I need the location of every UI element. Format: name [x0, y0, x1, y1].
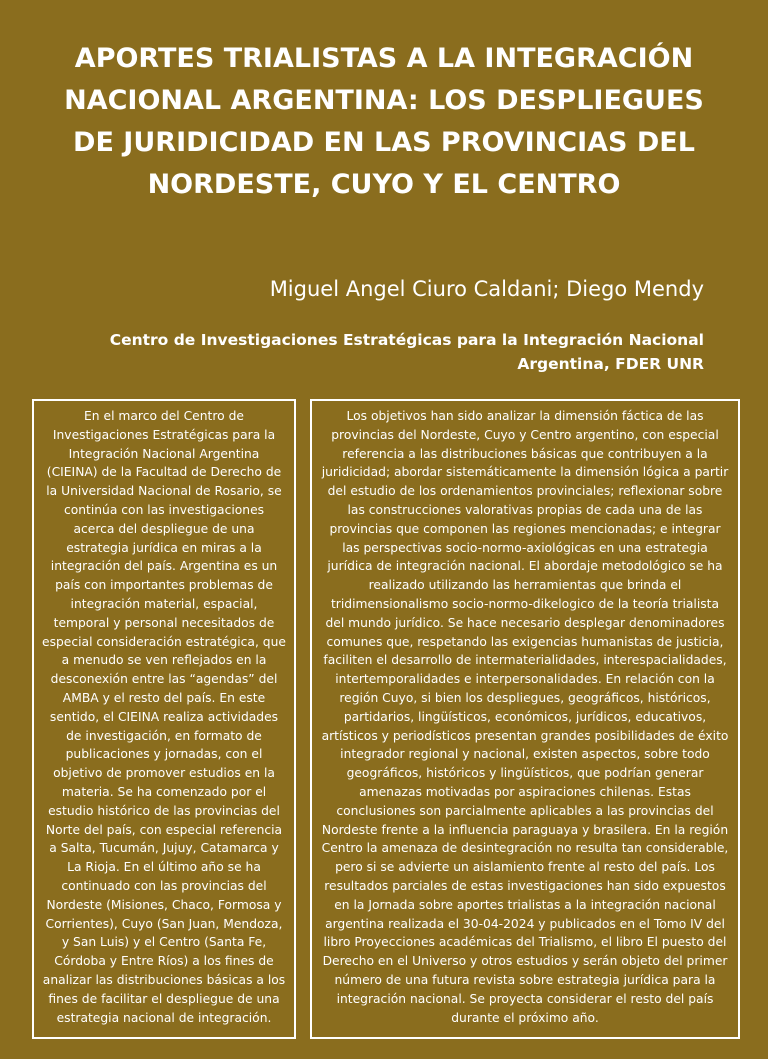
institution: Centro de Investigaciones Estratégicas para la Integración Nacional Argentina, FDER UNR	[109, 331, 704, 373]
intro-text: En el marco del Centro de Investigaciones Estratégicas para la Integración Nacional Argentina (CIEINA) de la Facultad de Derecho de la Universidad Nacional de Rosario, se continúa con las investigaciones acerca del despliegue de una estrategia jurídica en miras a la integración del país. Argentina es un país con importantes problemas de integración material, espacial, temporal y personal necesitados de especial consideración estratégica, que a menudo se ven reflejados en la desconexión entre las “agendas” del AMBA y el resto del país. En este sentido, el CIEINA realiza actividades de investigación, en formato de publicaciones y jornadas, con el objetivo de promover estudios en la materia. Se ha comenzado por el estudio histórico de las provincias del Norte del país, con especial referencia a Salta, Tucumán, Jujuy, Catamarca y La Rioja. En el último año se ha continuado con las provincias del Nordeste (Misiones, Chaco, Formosa y Corrientes), Cuyo (San Juan, Mendoza, y San Luis) y el Centro (Santa Fe, Córdoba y Entre Ríos) a los fines de analizar las distribuciones básicas a los fines de facilitar el despliegue de una estrategia nacional de integración.	[42, 409, 286, 1025]
authors: Miguel Angel Ciuro Caldani; Diego Mendy	[269, 277, 704, 301]
page-title: APORTES TRIALISTAS A LA INTEGRACIÓN NACIONAL ARGENTINA: LOS DESPLIEGUES DE JURIDICIDAD EN LAS PROVINCIAS DEL NORDESTE, CUYO Y EL CENTRO	[64, 43, 704, 200]
objectives-text: Los objetivos han sido analizar la dimensión fáctica de las provincias del Nordeste, Cuyo y Centro argentino, con especial referencia a las distribuciones básicas que contribuyen a la juridicidad; abordar sistemáticamente la dimensión lógica a partir del estudio de los ordenamientos provinciales; reflexionar sobre las construcciones valorativas propias de cada una de las provincias que componen las regiones mencionadas; e integrar las perspectivas socio-normo-axiológicas en una estrategia jurídica de integración nacional. El abordaje metodológico se ha realizado utilizando las herramientas que brinda el tridimensionalismo socio-normo-dikelogico de la teoría trialista del mundo jurídico. Se hace necesario desplegar denominadores comunes que, respetando las exigencias humanistas de justicia, faciliten el desarrollo de intermaterialidades, interespacialidades, intertemporalidades e interpersonalidades. En relación con la región Cuyo, si bien los despliegues, geográficos, históricos, partidarios, lingüísticos, económicos, jurídicos, educativos, artísticos y periodísticos presentan grandes posibilidades de éxito integrador regional y nacional, existen aspectos, sobre todo geográficos, históricos y lingüísticos, que podrían generar amenazas motivadas por aspiraciones chilenas. Estas conclusiones son parcialmente aplicables a las provincias del Nordeste frente a la influencia paraguaya y brasilera. En la región Centro la amenaza de desintegración no resulta tan considerable, pero si se advierte un aislamiento frente al resto del país. Los resultados parciales de estas investigaciones han sido expuestos en la Jornada sobre aportes trialistas a la integración nacional argentina realizada el 30-04-2024 y publicados en el Tomo IV del libro Proyecciones académicas del Trialismo, el libro El puesto del Derecho en el Universo y otros estudios y serán objeto del primer número de una futura revista sobre estrategia jurídica para la integración nacional. Se proyecta considerar el resto del país durante el próximo año.	[321, 409, 729, 1025]
intro-box	[32, 399, 296, 1039]
objectives-box	[310, 399, 740, 1039]
